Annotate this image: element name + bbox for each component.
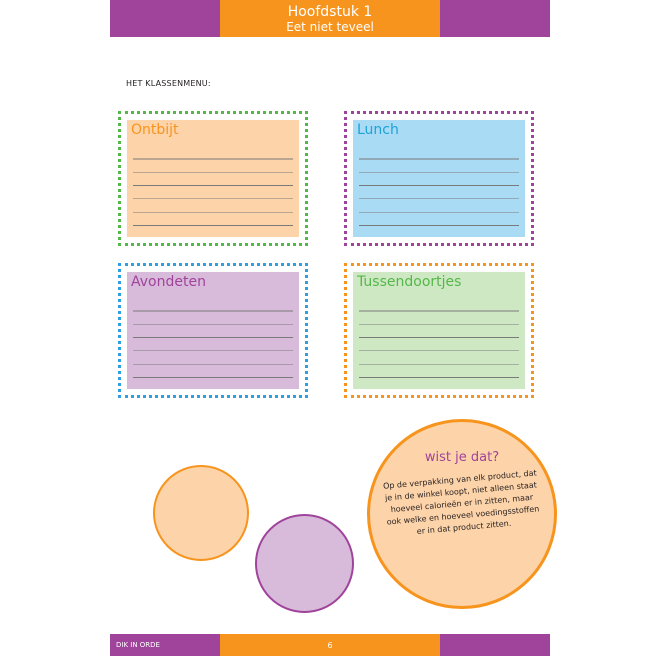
chapter-subtitle: Eet niet teveel (286, 19, 374, 34)
box-lunch-title: Lunch (357, 122, 399, 138)
wist-je-dat-circle (367, 419, 557, 609)
box-tussendoortjes-title: Tussendoortjes (357, 274, 462, 290)
box-lunch-fill (353, 120, 525, 237)
box-lunch-writing-lines[interactable] (359, 146, 519, 231)
footer-right-band (440, 634, 550, 656)
box-avondeten-title: Avondeten (131, 274, 206, 290)
box-tussendoortjes-writing-lines[interactable] (359, 298, 519, 383)
menu-label: HET KLASSENMENU: (126, 79, 211, 88)
chapter-title: Hoofdstuk 1 (287, 3, 373, 20)
header-left-band (110, 0, 220, 37)
wist-je-dat-title: wist je dat? (424, 450, 500, 465)
box-ontbijt-fill (127, 120, 299, 237)
page-footer (110, 634, 550, 656)
page-header (110, 0, 550, 37)
box-avondeten-fill (127, 272, 299, 389)
header-right-band (440, 0, 550, 37)
box-tussendoortjes (344, 263, 534, 398)
page-number: 6 (220, 634, 440, 656)
header-title-band (220, 0, 440, 37)
box-ontbijt-title: Ontbijt (131, 122, 179, 138)
wist-je-dat-text: Op de verpakking van elk product, dat je in de winkel koopt, niet alleen staat hoeveel calorieën er in zitten, maar ook welke en hoeveel voedingsstoffen er in dat product zitten. (382, 468, 540, 537)
box-lunch (344, 111, 534, 246)
box-ontbijt (118, 111, 308, 246)
decorative-circle-orange (153, 465, 249, 561)
box-avondeten (118, 263, 308, 398)
box-ontbijt-writing-lines[interactable] (133, 146, 293, 231)
decorative-circle-purple (255, 514, 354, 613)
box-tussendoortjes-fill (353, 272, 525, 389)
footer-label: DIK IN ORDE (110, 634, 220, 656)
box-avondeten-writing-lines[interactable] (133, 298, 293, 383)
